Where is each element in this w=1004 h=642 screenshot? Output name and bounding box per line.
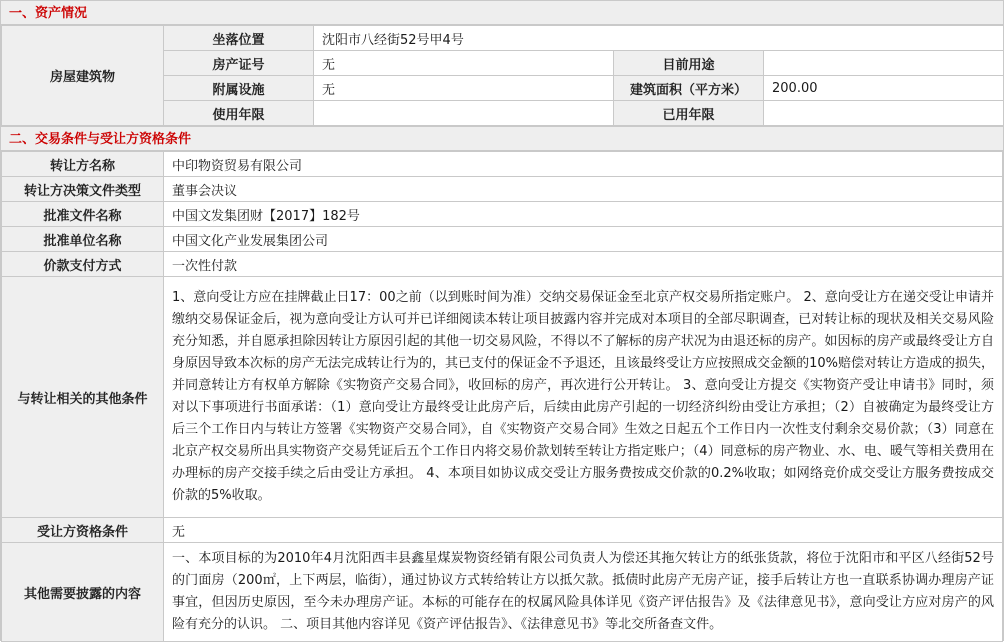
area-label: 建筑面积（平方米） (614, 76, 764, 101)
facility-value: 无 (314, 76, 614, 101)
building-row-label: 房屋建筑物 (2, 26, 164, 126)
approval-unit-value: 中国文化产业发展集团公司 (164, 227, 1003, 252)
disclosure-value: 一、本项目标的为2010年4月沈阳西丰县鑫星煤炭物资经销有限公司负责人为偿还其拖欠转让方的纸张货款，将位于沈阳市和平区八经街52号的门面房（200㎡，上下两层，临街），通过协议方式转给转让方以抵欠款。抵债时此房产无房产证，接手后转让方也一直联系协调办理房产证事宜，但因历史原因，至今未办理房产证。本标的可能存在的权属风险具体详见《资产评估报告》及《法律意见书》，意向受让方应对房产的风险有充分的认识。 二、项目其他内容详见《资产评估报告》、《法律意见书》等北交所备查文件。 (164, 543, 1003, 642)
area-value: 200.00 (764, 76, 1004, 101)
current-use-value (764, 51, 1004, 76)
payment-value: 一次性付款 (164, 252, 1003, 277)
transferor-value: 中印物资贸易有限公司 (164, 152, 1003, 177)
transferor-label: 转让方名称 (2, 152, 164, 177)
facility-label: 附属设施 (164, 76, 314, 101)
other-conditions-label: 与转让相关的其他条件 (2, 277, 164, 518)
years-label: 使用年限 (164, 101, 314, 126)
qualification-value: 无 (164, 518, 1003, 543)
decision-doc-label: 转让方决策文件类型 (2, 177, 164, 202)
location-value: 沈阳市八经街52号甲4号 (314, 26, 1004, 51)
years-value (314, 101, 614, 126)
approval-doc-value: 中国文发集团财【2017】182号 (164, 202, 1003, 227)
cert-value: 无 (314, 51, 614, 76)
cert-label: 房产证号 (164, 51, 314, 76)
trade-conditions-table (1, 151, 1003, 642)
section-asset-header: 一、资产情况 (1, 0, 1003, 25)
current-use-label: 目前用途 (614, 51, 764, 76)
used-years-value (764, 101, 1004, 126)
qualification-label: 受让方资格条件 (2, 518, 164, 543)
used-years-label: 已用年限 (614, 101, 764, 126)
approval-doc-label: 批准文件名称 (2, 202, 164, 227)
decision-doc-value: 董事会决议 (164, 177, 1003, 202)
asset-table (1, 25, 1004, 126)
location-label: 坐落位置 (164, 26, 314, 51)
other-conditions-value: 1、意向受让方应在挂牌截止日17：00之前（以到账时间为准）交纳交易保证金至北京产权交易所指定账户。 2、意向受让方在递交受让申请并缴纳交易保证金后，视为意向受让方认可并已详细阅读本转让项目披露内容并完成对本项目的全部尽职调查，已对转让标的现状及相关交易风险充分知悉，并自愿承担除因转让方原因引起的其他一切交易风险，不得以不了解标的房产状况为由退还标的房产。如因标的房产或最终受让方自身原因导致本次标的房产无法完成转让行为的，其已支付的保证金不予退还，且该最终受让方应按照成交金额的10%赔偿对转让方造成的损失，并同意转让方有权单方解除《实物资产交易合同》，收回标的房产，再次进行公开转让。 3、意向受让方提交《实物资产受让申请书》同时，须对以下事项进行书面承诺：（1）意向受让方最终受让此房产后，后续由此房产引起的一切经济纠纷由受让方承担；（2）自被确定为最终受让方后三个工作日内与转让方签署《实物资产交易合同》，自《实物资产交易合同》生效之日起五个工作日内一次性支付剩余交易价款；（3）同意在北京产权交易所出具实物资产交易凭证后五个工作日内将交易价款划转至转让方指定账户；（4）同意标的房产物业、水、电、暖气等相关费用在办理标的房产交接手续之后由受让方承担。 4、本项目如协议成交受让方服务费按成交价款的0.2%收取；如网络竞价成交受让方服务费按成交价款的5%收取。 (164, 277, 1003, 518)
disclosure-label: 其他需要披露的内容 (2, 543, 164, 642)
approval-unit-label: 批准单位名称 (2, 227, 164, 252)
payment-label: 价款支付方式 (2, 252, 164, 277)
section-trade-header: 二、交易条件与受让方资格条件 (1, 126, 1003, 151)
